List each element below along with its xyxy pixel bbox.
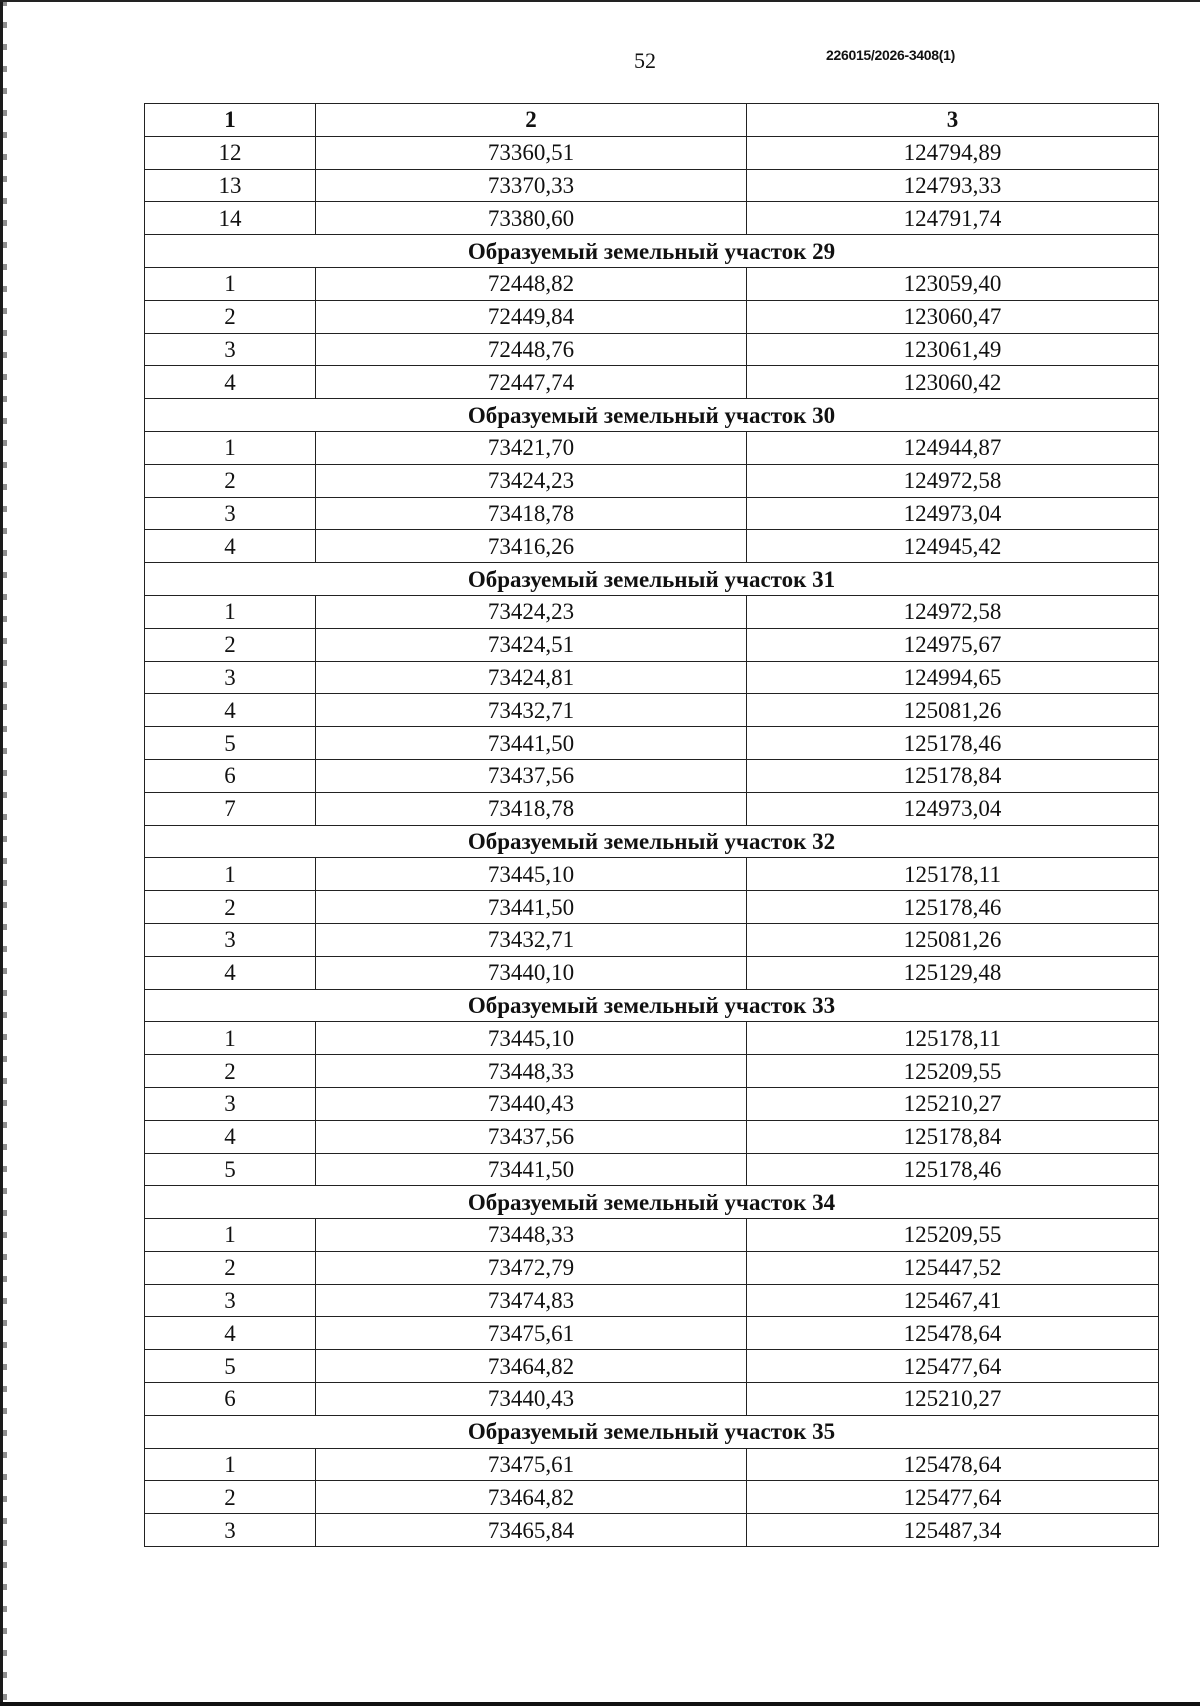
coordinate-x-cell: 73464,82 [316, 1350, 747, 1383]
coordinate-y-cell: 123060,47 [747, 300, 1159, 333]
coordinate-x-cell: 73437,56 [316, 1120, 747, 1153]
coordinate-x-cell: 73441,50 [316, 727, 747, 760]
table-row [145, 595, 1159, 628]
coordinate-x-cell: 73448,33 [316, 1219, 747, 1252]
coordinate-y-cell: 123059,40 [747, 267, 1159, 300]
table-row [145, 661, 1159, 694]
coordinate-x-cell: 73474,83 [316, 1284, 747, 1317]
point-number-cell: 2 [145, 1251, 316, 1284]
point-number-cell: 3 [145, 661, 316, 694]
table-row [145, 628, 1159, 661]
table-row [145, 1153, 1159, 1186]
coordinate-y-cell: 125178,84 [747, 759, 1159, 792]
point-number-cell: 14 [145, 202, 316, 235]
coordinate-x-cell: 73472,79 [316, 1251, 747, 1284]
section-title: Образуемый земельный участок 29 [145, 235, 1159, 268]
coordinate-x-cell: 73441,50 [316, 1153, 747, 1186]
table-row [145, 1350, 1159, 1383]
coordinate-y-cell: 125178,11 [747, 858, 1159, 891]
coordinate-y-cell: 124973,04 [747, 792, 1159, 825]
table-row [145, 1055, 1159, 1088]
table-row [145, 169, 1159, 202]
table-row [145, 1251, 1159, 1284]
point-number-cell: 2 [145, 1055, 316, 1088]
coordinate-y-cell: 125478,64 [747, 1448, 1159, 1481]
coordinate-y-cell: 124975,67 [747, 628, 1159, 661]
coordinate-x-cell: 73360,51 [316, 136, 747, 169]
scan-bottom-edge [0, 1702, 1200, 1706]
table-row [145, 366, 1159, 399]
table-row [145, 431, 1159, 464]
coordinate-x-cell: 73432,71 [316, 923, 747, 956]
table-header-row [145, 104, 1159, 137]
coordinate-y-cell: 125478,64 [747, 1317, 1159, 1350]
section-title: Образуемый земельный участок 32 [145, 825, 1159, 858]
table-row [145, 923, 1159, 956]
section-header-row [145, 563, 1159, 596]
coordinate-x-cell: 72448,82 [316, 267, 747, 300]
coordinate-x-cell: 72448,76 [316, 333, 747, 366]
coordinate-y-cell: 124794,89 [747, 136, 1159, 169]
coordinate-x-cell: 73424,81 [316, 661, 747, 694]
coordinate-x-cell: 73416,26 [316, 530, 747, 563]
coordinate-x-cell: 73445,10 [316, 1022, 747, 1055]
point-number-cell: 5 [145, 1350, 316, 1383]
table-row [145, 956, 1159, 989]
coordinate-y-cell: 124793,33 [747, 169, 1159, 202]
coordinate-y-cell: 124791,74 [747, 202, 1159, 235]
point-number-cell: 3 [145, 923, 316, 956]
table-row [145, 1481, 1159, 1514]
coordinate-x-cell: 73475,61 [316, 1448, 747, 1481]
section-title: Образуемый земельный участок 30 [145, 399, 1159, 432]
coordinate-y-cell: 123060,42 [747, 366, 1159, 399]
coordinate-y-cell: 124945,42 [747, 530, 1159, 563]
coordinate-y-cell: 124994,65 [747, 661, 1159, 694]
coordinate-y-cell: 125467,41 [747, 1284, 1159, 1317]
coordinate-y-cell: 125209,55 [747, 1055, 1159, 1088]
table-row [145, 727, 1159, 760]
coordinate-x-cell: 73424,51 [316, 628, 747, 661]
point-number-cell: 6 [145, 759, 316, 792]
point-number-cell: 4 [145, 366, 316, 399]
table-row [145, 792, 1159, 825]
coordinate-y-cell: 125178,46 [747, 1153, 1159, 1186]
section-title: Образуемый земельный участок 33 [145, 989, 1159, 1022]
point-number-cell: 13 [145, 169, 316, 202]
point-number-cell: 1 [145, 267, 316, 300]
point-number-cell: 2 [145, 628, 316, 661]
coordinate-x-cell: 73475,61 [316, 1317, 747, 1350]
coordinate-y-cell: 123061,49 [747, 333, 1159, 366]
point-number-cell: 2 [145, 1481, 316, 1514]
point-number-cell: 4 [145, 530, 316, 563]
coordinates-table-body [145, 104, 1159, 1547]
coordinates-table [144, 103, 1159, 1547]
table-row [145, 464, 1159, 497]
coordinate-x-cell: 73418,78 [316, 497, 747, 530]
coordinate-x-cell: 72449,84 [316, 300, 747, 333]
table-row [145, 202, 1159, 235]
coordinate-y-cell: 125178,46 [747, 891, 1159, 924]
section-title: Образуемый земельный участок 31 [145, 563, 1159, 596]
point-number-cell: 6 [145, 1383, 316, 1416]
point-number-cell: 2 [145, 464, 316, 497]
table-row [145, 333, 1159, 366]
table-row [145, 694, 1159, 727]
scan-top-edge [0, 0, 1200, 2]
scan-binding-marks [3, 0, 7, 1706]
point-number-cell: 1 [145, 1022, 316, 1055]
section-header-row [145, 1186, 1159, 1219]
point-number-cell: 12 [145, 136, 316, 169]
table-row [145, 1448, 1159, 1481]
table-row [145, 497, 1159, 530]
coordinate-x-cell: 73424,23 [316, 595, 747, 628]
point-number-cell: 4 [145, 956, 316, 989]
coordinate-x-cell: 73464,82 [316, 1481, 747, 1514]
point-number-cell: 5 [145, 1153, 316, 1186]
column-header-x: 2 [316, 104, 747, 137]
table-row [145, 300, 1159, 333]
point-number-cell: 4 [145, 1317, 316, 1350]
table-row [145, 1383, 1159, 1416]
coordinate-x-cell: 72447,74 [316, 366, 747, 399]
table-row [145, 1514, 1159, 1547]
table-row [145, 267, 1159, 300]
section-title: Образуемый земельный участок 34 [145, 1186, 1159, 1219]
coordinate-x-cell: 73421,70 [316, 431, 747, 464]
coordinate-x-cell: 73418,78 [316, 792, 747, 825]
table-row [145, 1120, 1159, 1153]
point-number-cell: 3 [145, 333, 316, 366]
section-header-row [145, 399, 1159, 432]
point-number-cell: 1 [145, 1219, 316, 1252]
section-header-row [145, 235, 1159, 268]
table-row [145, 136, 1159, 169]
coordinate-y-cell: 125447,52 [747, 1251, 1159, 1284]
table-row [145, 1087, 1159, 1120]
point-number-cell: 7 [145, 792, 316, 825]
point-number-cell: 5 [145, 727, 316, 760]
coordinate-y-cell: 125129,48 [747, 956, 1159, 989]
coordinate-y-cell: 124973,04 [747, 497, 1159, 530]
coordinate-y-cell: 125210,27 [747, 1383, 1159, 1416]
coordinate-x-cell: 73441,50 [316, 891, 747, 924]
point-number-cell: 1 [145, 1448, 316, 1481]
coordinate-y-cell: 125487,34 [747, 1514, 1159, 1547]
coordinate-x-cell: 73445,10 [316, 858, 747, 891]
table-row [145, 1219, 1159, 1252]
table-row [145, 530, 1159, 563]
table-row [145, 1284, 1159, 1317]
coordinate-y-cell: 125081,26 [747, 694, 1159, 727]
coordinate-y-cell: 124972,58 [747, 464, 1159, 497]
coordinate-x-cell: 73448,33 [316, 1055, 747, 1088]
coordinate-y-cell: 125209,55 [747, 1219, 1159, 1252]
point-number-cell: 3 [145, 1284, 316, 1317]
coordinate-y-cell: 124972,58 [747, 595, 1159, 628]
point-number-cell: 1 [145, 595, 316, 628]
coordinate-x-cell: 73370,33 [316, 169, 747, 202]
coordinate-y-cell: 125210,27 [747, 1087, 1159, 1120]
section-header-row [145, 989, 1159, 1022]
point-number-cell: 2 [145, 300, 316, 333]
document-code: 226015/2026-3408(1) [826, 47, 955, 63]
point-number-cell: 2 [145, 891, 316, 924]
coordinate-x-cell: 73380,60 [316, 202, 747, 235]
coordinate-x-cell: 73440,10 [316, 956, 747, 989]
column-header-number: 1 [145, 104, 316, 137]
table-row [145, 759, 1159, 792]
coordinate-y-cell: 125178,84 [747, 1120, 1159, 1153]
table-row [145, 891, 1159, 924]
section-header-row [145, 825, 1159, 858]
coordinate-y-cell: 125178,46 [747, 727, 1159, 760]
section-header-row [145, 1415, 1159, 1448]
coordinate-y-cell: 125178,11 [747, 1022, 1159, 1055]
coordinate-x-cell: 73424,23 [316, 464, 747, 497]
point-number-cell: 3 [145, 1087, 316, 1120]
coordinate-x-cell: 73432,71 [316, 694, 747, 727]
coordinate-y-cell: 124944,87 [747, 431, 1159, 464]
point-number-cell: 1 [145, 431, 316, 464]
table-row [145, 1317, 1159, 1350]
point-number-cell: 3 [145, 497, 316, 530]
coordinate-y-cell: 125081,26 [747, 923, 1159, 956]
table-row [145, 1022, 1159, 1055]
page-number: 52 [634, 48, 656, 73]
table-row [145, 858, 1159, 891]
coordinate-y-cell: 125477,64 [747, 1481, 1159, 1514]
column-header-y: 3 [747, 104, 1159, 137]
coordinate-x-cell: 73440,43 [316, 1383, 747, 1416]
section-title: Образуемый земельный участок 35 [145, 1415, 1159, 1448]
coordinate-y-cell: 125477,64 [747, 1350, 1159, 1383]
point-number-cell: 3 [145, 1514, 316, 1547]
coordinate-x-cell: 73440,43 [316, 1087, 747, 1120]
point-number-cell: 4 [145, 1120, 316, 1153]
coordinate-x-cell: 73437,56 [316, 759, 747, 792]
coordinate-x-cell: 73465,84 [316, 1514, 747, 1547]
point-number-cell: 4 [145, 694, 316, 727]
point-number-cell: 1 [145, 858, 316, 891]
